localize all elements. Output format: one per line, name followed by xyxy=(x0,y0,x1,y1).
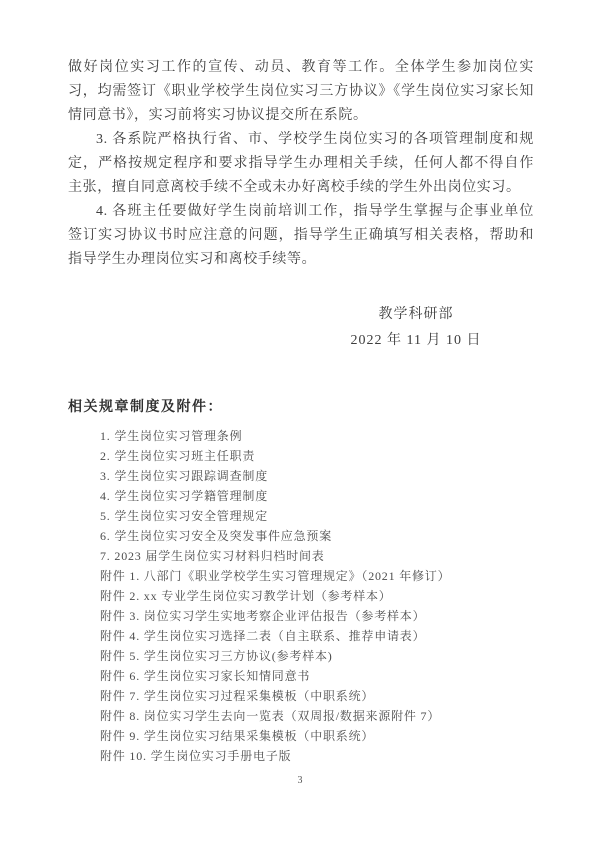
body-paragraphs xyxy=(68,56,534,272)
paragraph: 做好岗位实习工作的宣传、动员、教育等工作。全体学生参加岗位实习，均需签订《职业学校学生岗位实习三方协议》《学生岗位实习家长知情同意书》，实习前将实习协议提交所在系院。 xyxy=(68,60,534,123)
signature-block xyxy=(298,302,534,354)
page-number: 3 xyxy=(297,775,303,786)
attachment-item: 附件 3. 岗位实习学生实地考察企业评估报告（参考样本） xyxy=(100,609,426,623)
attachment-item: 附件 1. 八部门《职业学校学生实习管理规定》（2021 年修订） xyxy=(100,569,451,583)
attachment-item: 附件 5. 学生岗位实习三方协议(参考样本) xyxy=(100,649,333,663)
attachment-item: 1. 学生岗位实习管理条例 xyxy=(100,429,243,443)
page-content xyxy=(68,56,534,766)
attachments-heading: 相关规章制度及附件： xyxy=(68,400,223,415)
attachment-item: 附件 4. 学生岗位实习选择二表（自主联系、推荐申请表） xyxy=(100,629,426,643)
attachment-item: 5. 学生岗位实习安全管理规定 xyxy=(100,509,269,523)
attachment-item: 2. 学生岗位实习班主任职责 xyxy=(100,449,256,463)
attachment-item: 附件 2. xx 专业学生岗位实习教学计划（参考样本） xyxy=(100,589,392,603)
signature-department: 教学科研部 xyxy=(378,307,454,322)
attachment-item: 7. 2023 届学生岗位实习材料归档时间表 xyxy=(100,549,325,563)
attachment-item: 4. 学生岗位实习学籍管理制度 xyxy=(100,489,269,503)
attachment-item: 6. 学生岗位实习安全及突发事件应急预案 xyxy=(100,529,333,543)
attachment-item: 3. 学生岗位实习跟踪调查制度 xyxy=(100,469,269,483)
paragraph: 4. 各班主任要做好学生岗前培训工作，指导学生掌握与企事业单位签订实习协议书时应注意的问题，指导学生正确填写相关表格，帮助和指导学生办理岗位实习和离校手续等。 xyxy=(68,204,534,267)
attachment-item: 附件 7. 学生岗位实习过程采集模板（中职系统） xyxy=(100,689,375,703)
attachment-item: 附件 9. 学生岗位实习结果采集模板（中职系统） xyxy=(100,729,375,743)
signature-date: 2022 年 11 月 10 日 xyxy=(350,333,482,348)
attachments-list xyxy=(100,426,534,766)
attachment-item: 附件 10. 学生岗位实习手册电子版 xyxy=(100,749,292,763)
attachment-item: 附件 6. 学生岗位实习家长知情同意书 xyxy=(100,669,311,683)
paragraph: 3. 各系院严格执行省、市、学校学生岗位实习的各项管理制度和规定，严格按规定程序和要求指导学生办理相关手续，任何人都不得自作主张，擅自同意离校手续不全或未办好离校手续的学生外出岗位实习。 xyxy=(68,132,534,195)
attachment-item: 附件 8. 岗位实习学生去向一览表（双周报/数据来源附件 7） xyxy=(100,709,441,723)
